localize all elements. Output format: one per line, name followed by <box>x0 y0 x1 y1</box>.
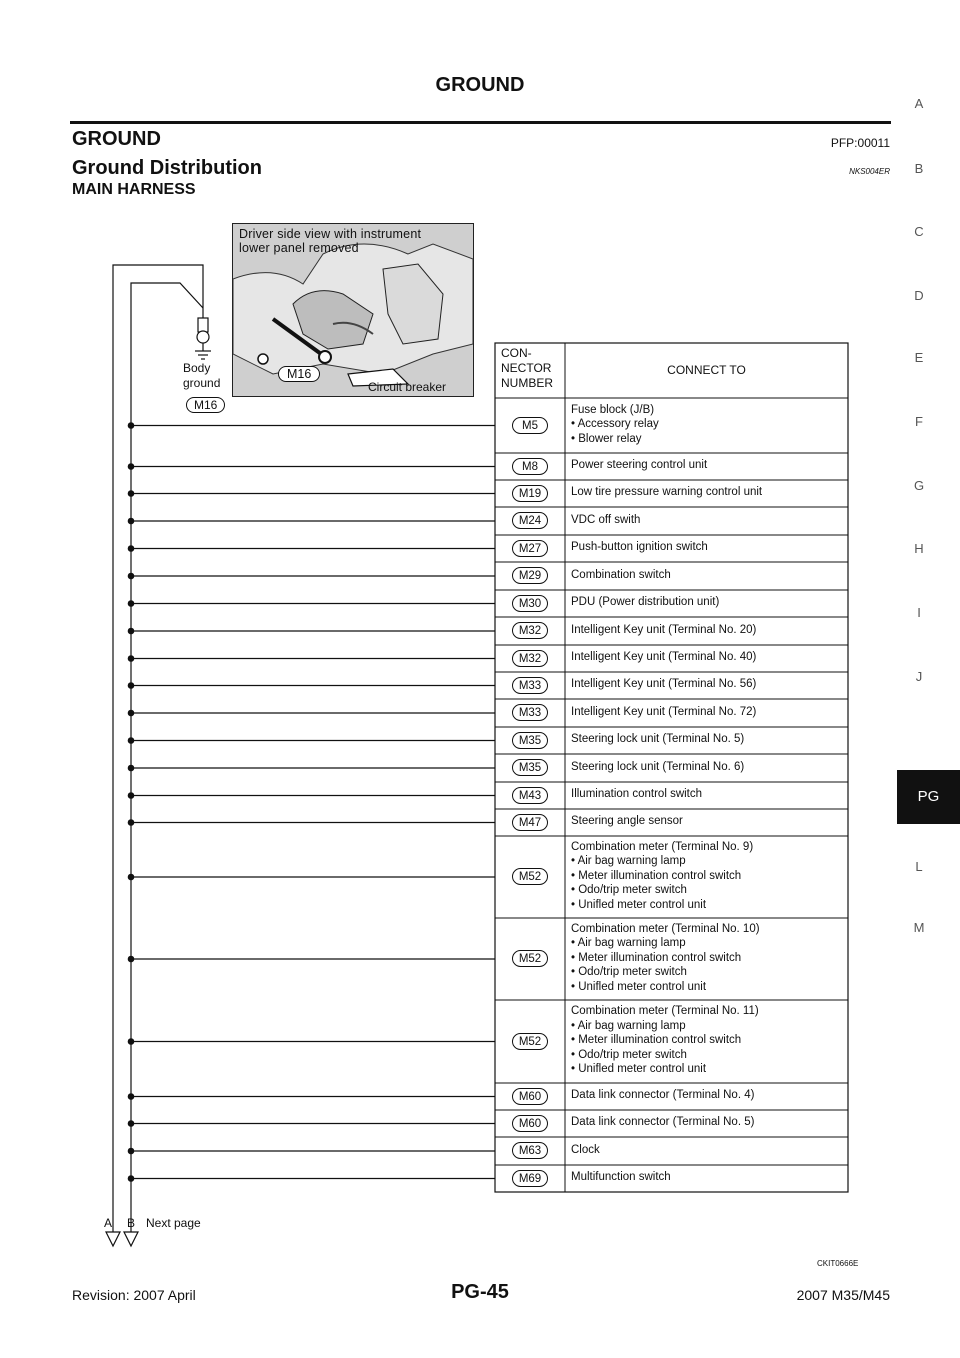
side-index-letter[interactable]: G <box>913 478 925 493</box>
connector-badge: M47 <box>512 814 548 831</box>
ground-terminal <box>198 318 208 332</box>
pfp-code: PFP:00011 <box>830 136 890 150</box>
side-index-letter[interactable]: A <box>914 96 924 111</box>
connect-to-text: Combination meter (Terminal No. 11) • Air bag warning lamp • Meter illumination control switch • Odo/trip meter switch • Unifled meter control unit <box>571 1005 759 1076</box>
next-page-label[interactable]: Next page <box>146 1216 201 1230</box>
subsection-title: Ground Distribution <box>72 157 262 179</box>
nks-code: NKS004ER <box>849 167 890 176</box>
connector-badge: M69 <box>512 1170 548 1187</box>
connector-badge: M30 <box>512 595 548 612</box>
connector-badge: M52 <box>512 950 548 967</box>
connect-to-text: Steering angle sensor <box>571 815 683 828</box>
page-header-title: GROUND <box>435 74 525 96</box>
side-index-letter[interactable]: I <box>917 605 921 620</box>
connect-to-text: Steering lock unit (Terminal No. 5) <box>571 733 745 746</box>
side-index-letter[interactable]: F <box>915 414 923 429</box>
image-code: CKIT0666E <box>817 1259 859 1268</box>
next-page-arrow-b <box>124 1232 138 1246</box>
connect-to-text: Intelligent Key unit (Terminal No. 72) <box>571 705 757 718</box>
side-index-active-tab[interactable]: PG <box>897 770 960 824</box>
connector-badge: M29 <box>512 567 548 584</box>
photo-caption: Driver side view with instrument lower panel removed <box>239 227 422 255</box>
connector-badge: M32 <box>512 622 548 639</box>
side-index-letter[interactable]: E <box>914 350 924 365</box>
connect-to-text: Fuse block (J/B) • Accessory relay • Blower relay <box>571 403 659 445</box>
body-ground-label: Body ground <box>183 361 221 390</box>
connector-badge: M43 <box>512 787 548 804</box>
connector-badge: M19 <box>512 485 548 502</box>
side-index-letter[interactable]: M <box>913 920 925 935</box>
harness-title: MAIN HARNESS <box>72 181 196 198</box>
connect-to-text: Combination meter (Terminal No. 10) • Air bag warning lamp • Meter illumination control switch • Odo/trip meter switch • Unifled meter control unit <box>571 922 760 993</box>
side-index-letter[interactable]: D <box>914 288 924 303</box>
connector-badge: M33 <box>512 677 548 694</box>
connector-badge: M52 <box>512 868 548 885</box>
connector-badge: M33 <box>512 704 548 721</box>
connect-to-text: Power steering control unit <box>571 459 708 472</box>
section-title: GROUND <box>72 128 161 150</box>
connector-badge: M24 <box>512 512 548 529</box>
connector-badge: M8 <box>512 458 548 475</box>
table-header-connector: CON- NECTOR NUMBER <box>501 346 554 390</box>
connect-to-text: Data link connector (Terminal No. 5) <box>571 1116 755 1129</box>
side-index-letter[interactable]: J <box>915 669 923 684</box>
table-header-connect-to: CONNECT TO <box>667 363 746 377</box>
connector-badge: M5 <box>512 417 548 434</box>
side-index-letter[interactable]: B <box>914 161 924 176</box>
next-page-arrow-a <box>106 1232 120 1246</box>
connect-to-text: Low tire pressure warning control unit <box>571 486 763 499</box>
connector-badge: M63 <box>512 1142 548 1159</box>
connect-to-text: VDC off swith <box>571 513 641 526</box>
page-number: PG-45 <box>451 1281 509 1303</box>
connector-badge: M52 <box>512 1033 548 1050</box>
revision: Revision: 2007 April <box>72 1287 196 1303</box>
side-index-letter[interactable]: H <box>914 541 924 556</box>
connect-to-text: Multifunction switch <box>571 1171 671 1184</box>
next-page-b-label: B <box>127 1216 136 1230</box>
connect-to-text: PDU (Power distribution unit) <box>571 596 720 609</box>
connect-to-text: Steering lock unit (Terminal No. 6) <box>571 760 745 773</box>
connector-badge: M27 <box>512 540 548 557</box>
connect-to-text: Push-button ignition switch <box>571 541 708 554</box>
connector-badge: M35 <box>512 759 548 776</box>
connect-to-text: Clock <box>571 1143 600 1156</box>
connect-to-text: Data link connector (Terminal No. 4) <box>571 1089 755 1102</box>
body-ground-connector: M16 <box>186 397 225 413</box>
connect-to-text: Combination switch <box>571 568 671 581</box>
photo-connector-label: M16 <box>278 366 320 382</box>
connect-to-text: Combination meter (Terminal No. 9) • Air bag warning lamp • Meter illumination control switch • Odo/trip meter switch • Unifled meter control unit <box>571 840 754 911</box>
next-page-a-label: A <box>104 1216 113 1230</box>
connect-to-text: Illumination control switch <box>571 788 703 801</box>
connector-badge: M60 <box>512 1115 548 1132</box>
connector-badge: M32 <box>512 650 548 667</box>
model: 2007 M35/M45 <box>796 1287 890 1303</box>
connect-to-text: Intelligent Key unit (Terminal No. 20) <box>571 623 757 636</box>
connector-badge: M60 <box>512 1088 548 1105</box>
side-index-letter[interactable]: C <box>914 224 924 239</box>
ground-ring <box>197 331 209 343</box>
connect-to-text: Intelligent Key unit (Terminal No. 40) <box>571 651 757 664</box>
circuit-breaker-label: Circuit breaker <box>368 380 447 394</box>
side-index-letter[interactable]: L <box>915 859 923 874</box>
connector-badge: M35 <box>512 732 548 749</box>
connect-to-text: Intelligent Key unit (Terminal No. 56) <box>571 678 757 691</box>
